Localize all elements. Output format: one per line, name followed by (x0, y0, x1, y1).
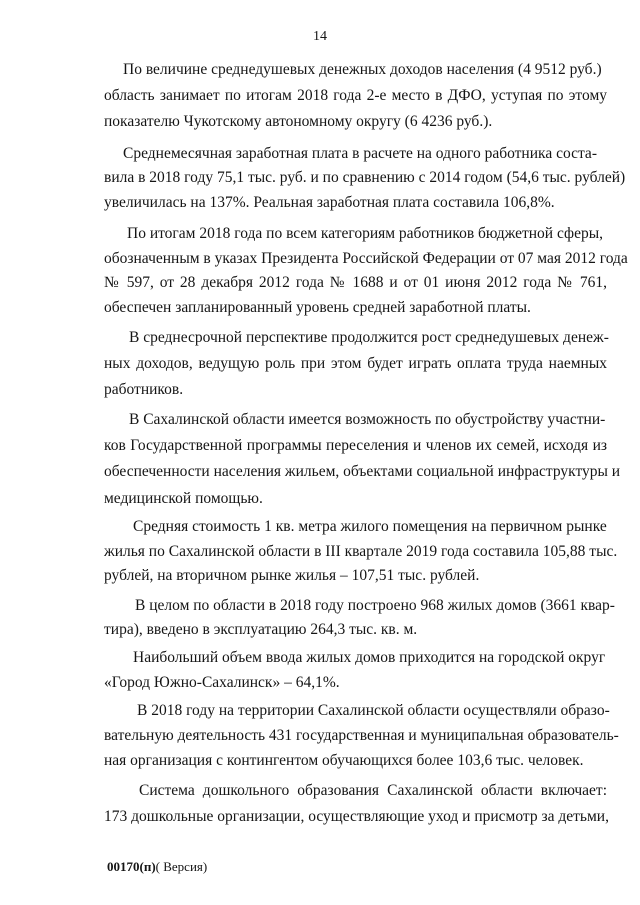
text-line: Средняя стоимость 1 кв. метра жилого помещения на первичном рынке (133, 518, 607, 535)
text-line: Среднемесячная заработная плата в расчете на одного работника соста- (123, 145, 597, 162)
text-line: Наибольший объем ввода жилых домов приходится на городской округ (133, 649, 606, 666)
text-line: обозначенным в указах Президента Российской Федерации от 07 мая 2012 года (104, 250, 628, 267)
text-line: В Сахалинской области имеется возможность по обустройству участни- (129, 411, 606, 428)
text-line: По величине среднедушевых денежных доходов населения (4 9512 руб.) (123, 61, 602, 78)
text-line: тира), введено в эксплуатацию 264,3 тыс. кв. м. (104, 621, 418, 638)
text-line: «Город Южно-Сахалинск» – 64,1%. (104, 674, 340, 691)
text-line: По итогам 2018 года по всем категориям работников бюджетной сферы, (127, 225, 604, 242)
text-line: вила в 2018 году 75,1 тыс. руб. и по сравнению с 2014 годом (54,6 тыс. рублей) (104, 169, 626, 186)
text-line: жилья по Сахалинской области в III квартале 2019 года составила 105,88 тыс. (104, 543, 618, 560)
text-line: область занимает по итогам 2018 года 2-е место в ДФО, уступая по этому (104, 87, 607, 104)
text-line: В 2018 году на территории Сахалинской области осуществляли образо- (137, 702, 610, 719)
text-line: ков Государственной программы переселения и членов их семей, исходя из (104, 437, 607, 454)
text-line: Система дошкольного образования Сахалинской области включает: (139, 782, 607, 799)
text-line: ная организация с контингентом обучающихся более 103,6 тыс. человек. (104, 752, 584, 769)
text-line: работников. (104, 381, 184, 398)
text-line: медицинской помощью. (104, 490, 263, 507)
text-line: рублей, на вторичном рынке жилья – 107,51 тыс. рублей. (104, 567, 480, 584)
text-line: ных доходов, ведущую роль при этом будет играть оплата труда наемных (104, 355, 607, 372)
document-footer (107, 859, 207, 875)
document-code: 00170(п) (107, 859, 156, 874)
text-line: обеспечен запланированный уровень средней заработной платы. (104, 299, 531, 316)
text-line: вательную деятельность 431 государственная и муниципальная образователь- (104, 727, 619, 744)
text-line: В целом по области в 2018 году построено 968 жилых домов (3661 квар- (135, 597, 615, 614)
text-line: обеспеченности населения жильем, объектами социальной инфраструктуры и (104, 463, 621, 480)
page-number: 14 (313, 29, 327, 44)
text-line: В среднесрочной перспективе продолжится рост среднедушевых денеж- (129, 329, 609, 346)
text-line: показателю Чукотскому автономному округу (6 4236 руб.). (104, 113, 493, 130)
text-line: 173 дошкольные организации, осуществляющие уход и присмотр за детьми, (104, 808, 609, 825)
text-line: № 597, от 28 декабря 2012 года № 1688 и от 01 июня 2012 года № 761, (104, 274, 607, 291)
document-version: ( Версия) (155, 859, 208, 874)
text-line: увеличилась на 137%. Реальная заработная плата составила 106,8%. (104, 194, 555, 211)
